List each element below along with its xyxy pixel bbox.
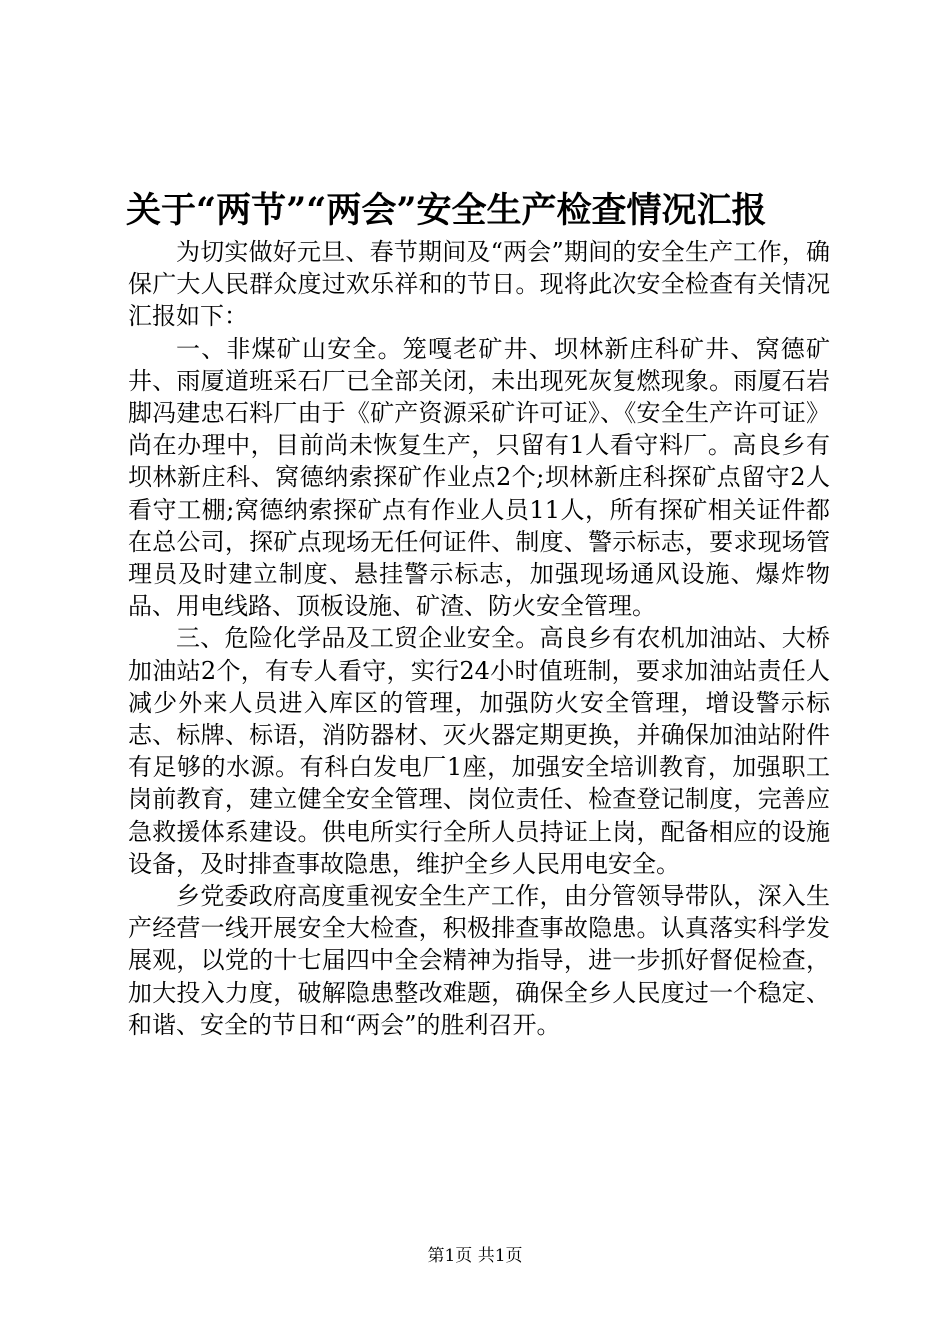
paragraph-intro: 为切实做好元旦、春节期间及“两会”期间的安全生产工作，确保广大人民群众度过欢乐祥和的节日。现将此次安全检查有关情况汇报如下： [128, 238, 830, 331]
paragraph-conclusion: 乡党委政府高度重视安全生产工作，由分管领导带队，深入生产经营一线开展安全大检查，积极排查事故隐患。认真落实科学发展观，以党的十七届四中全会精神为指导，进一步抓好督促检查，加大投入力度，破解隐患整改难题，确保全乡人民度过一个稳定、和谐、安全的节日和“两会”的胜利召开。 [128, 882, 830, 1039]
page-number-footer: 第1页 共1页 [427, 1246, 523, 1266]
paragraph-mining-safety: 一、非煤矿山安全。笼嘎老矿井、坝林新庄科矿井、窝德矿井、雨厦道班采石厂已全部关闭，未出现死灰复燃现象。雨厦石岩脚冯建忠石料厂由于《矿产资源采矿许可证》、《安全生产许可证》尚在办理中，目前尚未恢复生产，只留有1人看守料厂。高良乡有坝林新庄科、窝德纳索探矿作业点2个;坝林新庄科探矿点留守2人看守工棚;窝德纳索探矿点有作业人员11人，所有探矿相关证件都在总公司，探矿点现场无任何证件、制度、警示标志，要求现场管理员及时建立制度、悬挂警示标志，加强现场通风设施、爆炸物品、用电线路、顶板设施、矿渣、防火安全管理。 [128, 334, 830, 621]
document-body [128, 236, 830, 1041]
document-title: 关于“两节”“两会”安全生产检查情况汇报 [126, 190, 767, 231]
paragraph-chemical-safety: 三、危险化学品及工贸企业安全。高良乡有农机加油站、大桥加油站2个，有专人看守，实行24小时值班制，要求加油站责任人减少外来人员进入库区的管理，加强防火安全管理，增设警示标志、标牌、标语，消防器材、灭火器定期更换，并确保加油站附件有足够的水源。有科白发电厂1座，加强安全培训教育，加强职工岗前教育，建立健全安全管理、岗位责任、检查登记制度，完善应急救援体系建设。供电所实行全所人员持证上岗，配备相应的设施设备，及时排查事故隐患，维护全乡人民用电安全。 [128, 624, 830, 878]
